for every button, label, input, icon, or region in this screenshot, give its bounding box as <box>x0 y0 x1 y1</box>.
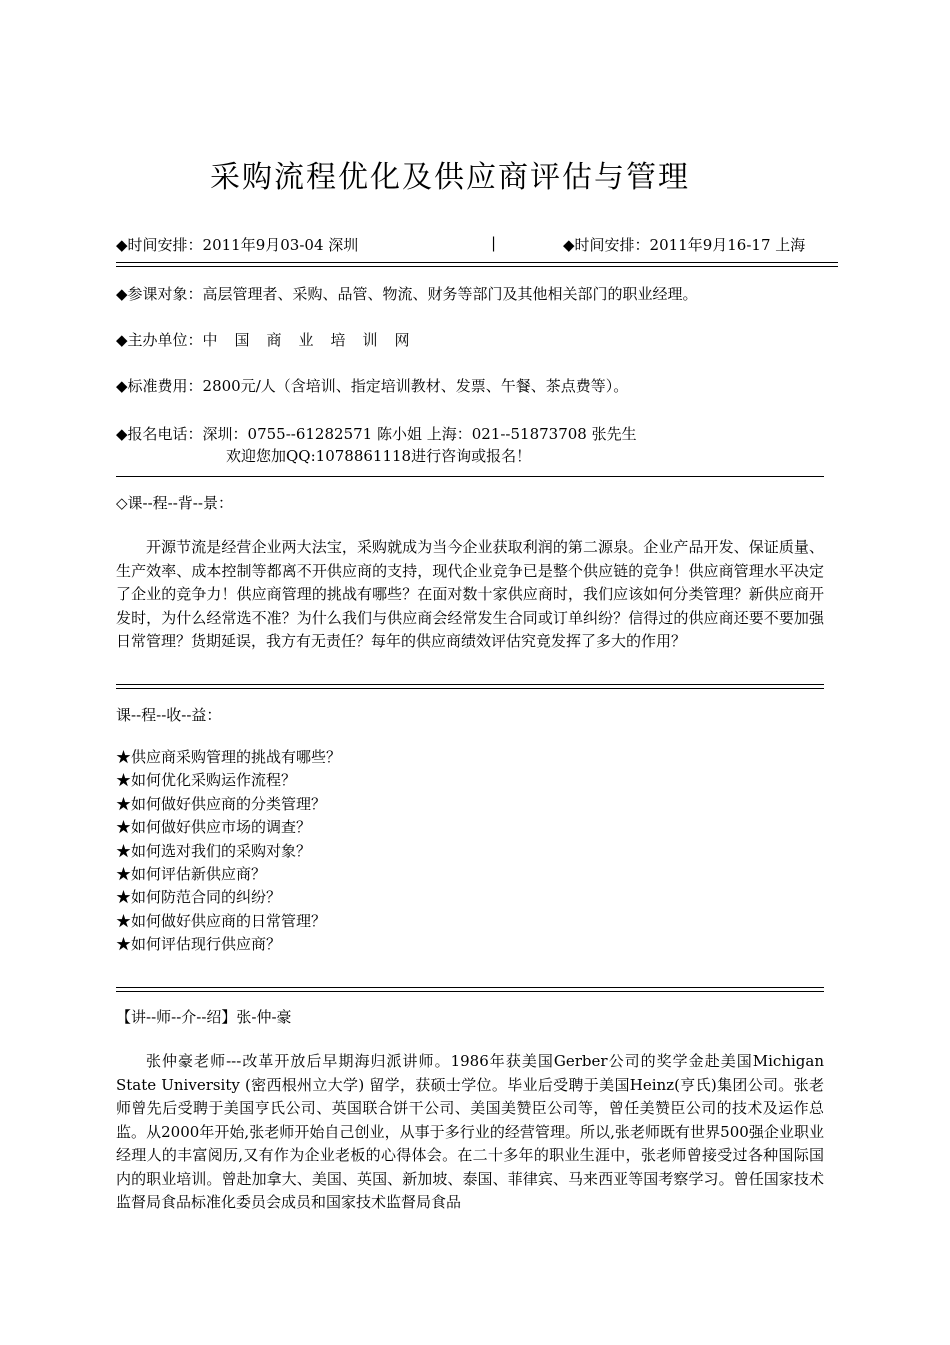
fee-line: ◆标准费用：2800元/人（含培训、指定培训教材、发票、午餐、茶点费等）。 <box>116 377 629 395</box>
list-item: ★如何做好供应商的日常管理？ <box>116 911 327 930</box>
lecturer-heading: 【讲--师--介--绍】张-仲-豪 <box>116 1008 292 1026</box>
list-item: ★如何选对我们的采购对象？ <box>116 841 312 860</box>
organizer-label: ◆主办单位： <box>116 331 203 349</box>
list-item: ★如何评估新供应商？ <box>116 864 267 883</box>
divider-double <box>116 684 824 689</box>
audience-line: ◆参课对象：高层管理者、采购、品管、物流、财务等部门及其他相关部门的职业经理。 <box>116 285 698 303</box>
list-item: ★如何防范合同的纠纷？ <box>116 888 282 907</box>
schedule-shenzhen: ◆时间安排：2011年9月03-04 深圳 <box>116 236 359 254</box>
schedule-separator: | <box>491 234 497 252</box>
background-heading: ◇课--程--背--景： <box>116 494 233 512</box>
background-text: 开源节流是经营企业两大法宝，采购就成为当今企业获取利润的第二源泉。企业产品开发、保证质量、生产效率、成本控制等都离不开供应商的支持，现代企业竞争已是整个供应链的竞争！供应商管理水平决定了企业的竞争力！供应商管理的挑战有哪些？在面对数十家供应商时，我们应该如何分类管理？新供应商开发时，为什么经常选不准？为什么我们与供应商会经常发生合同或订单纠纷？信得过的供应商还要不要加强日常管理？货期延误，我方有无责任？每年的供应商绩效评估究竟发挥了多大的作用？ <box>116 538 824 650</box>
organizer-value: 中国商业培训网 <box>202 331 427 349</box>
qq-line: 欢迎您加QQ:1078861118进行咨询或报名！ <box>226 447 532 465</box>
schedule-shanghai: ◆时间安排：2011年9月16-17 上海 <box>563 236 806 254</box>
organizer-line <box>116 329 427 350</box>
list-item: ★如何做好供应市场的调查？ <box>116 818 312 837</box>
benefits-heading: 课--程--收--益： <box>116 706 222 724</box>
page-title: 采购流程优化及供应商评估与管理 <box>210 160 690 195</box>
benefits-list <box>116 746 341 957</box>
phone-line: ◆报名电话：深圳：0755--61282571 陈小姐 上海：021--51873708 张先生 <box>116 425 637 443</box>
list-item: ★如何优化采购运作流程？ <box>116 771 297 790</box>
lecturer-text: 张仲豪老师---改革开放后早期海归派讲师。1986年获美国Gerber公司的奖学金赴美国Michigan State University (密西根州立大学) 留学，获硕士学位。毕业后受聘于美国Heinz(亨氏)集团公司。张老师曾先后受聘于美国亨氏公司、英国联合饼干公司、美国美赞臣公司等，曾任美赞臣公司的技术及运作总监。从2000年开始,张老师开始自己创业，从事于多行业的经营管理。所以,张老师既有世界500强企业职业经理人的丰富阅历,又有作为企业老板的心得体会。在二十多年的职业生涯中，张老师曾接受过各种国际国内的职业培训。曾赴加拿大、美国、英国、新加坡、泰国、菲律宾、马来西亚等国考察学习。曾任国家技术监督局食品标准化委员会成员和国家技术监督局食品 <box>116 1052 824 1211</box>
divider-single <box>116 476 824 477</box>
divider-double <box>116 987 824 992</box>
list-item: ★如何评估现行供应商？ <box>116 935 282 954</box>
divider-double <box>116 262 838 267</box>
list-item: ★供应商采购管理的挑战有哪些？ <box>116 748 342 766</box>
list-item: ★如何做好供应商的分类管理？ <box>116 794 327 813</box>
